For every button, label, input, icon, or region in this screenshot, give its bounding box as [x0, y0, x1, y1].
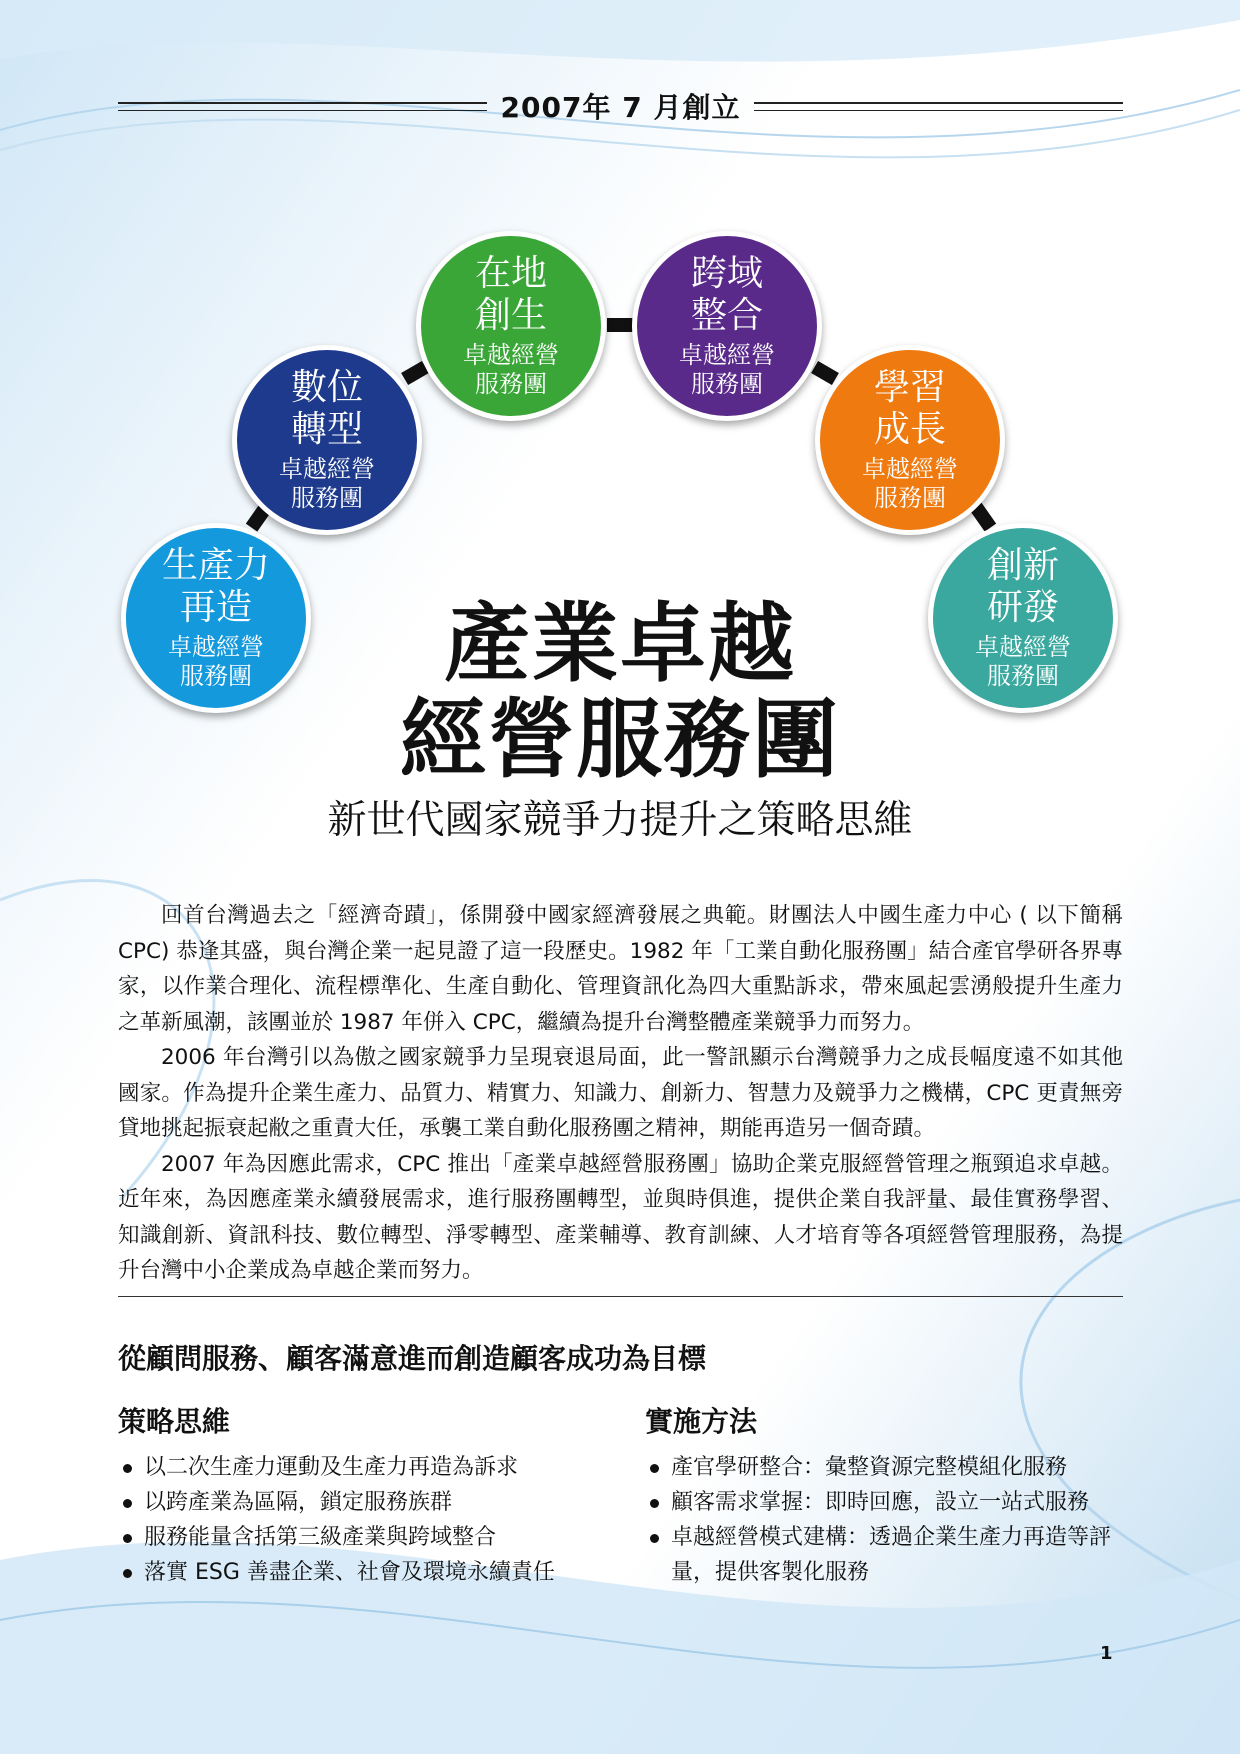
- strategy-section: [118, 1400, 618, 1590]
- list-item: 服務能量含括第三級產業與跨域整合: [118, 1520, 618, 1555]
- circle-productivity: [121, 523, 311, 713]
- founded-banner: [118, 86, 1123, 126]
- list-item: 以二次生產力運動及生產力再造為訴求: [118, 1450, 618, 1485]
- implementation-heading: 實施方法: [645, 1405, 758, 1438]
- circle-subtitle: 卓越經營 服務團: [168, 633, 264, 690]
- page-number: 1: [1100, 1643, 1113, 1664]
- circle-innovation: [928, 523, 1118, 713]
- circle-title: 跨域 整合: [690, 253, 763, 336]
- circle-title: 數位 轉型: [290, 367, 363, 450]
- circle-subtitle: 卓越經營 服務團: [463, 341, 559, 398]
- connector-3-4: [607, 318, 633, 332]
- circle-title: 生產力 再造: [161, 545, 270, 628]
- paragraph: 2006 年台灣引以為傲之國家競爭力呈現衰退局面，此一警訊顯示台灣競爭力之成長幅度遠不如其他國家。作為提升企業生產力、品質力、精實力、知識力、創新力、智慧力及競爭力之機構，CPC 更責無旁貸地挑起振衰起敝之重責大任，承襲工業自動化服務團之精神，期能再造另一個奇蹟。: [118, 1045, 1123, 1141]
- implementation-section: [645, 1400, 1125, 1590]
- paragraph: 回首台灣過去之「經濟奇蹟」，係開發中國家經濟發展之典範。財團法人中國生產力中心 ( 以下簡稱 CPC) 恭逢其盛，與台灣企業一起見證了這一段歷史。1982 年「工業自動化服務團」結合產官學研各界專家，以作業合理化、流程標準化、生產自動化、管理資訊化為四大重點訴求，帶來風起雲湧般提升生產力之革新風潮，該團並於 1987 年併入 CPC，繼續為提升台灣整體產業競爭力而努力。: [118, 903, 1123, 1035]
- circle-cross-domain: [632, 231, 822, 421]
- founded-date: 2007年 7 月創立: [500, 91, 741, 124]
- circle-local: [416, 231, 606, 421]
- circle-digital: [232, 345, 422, 535]
- list-item: 以跨產業為區隔，鎖定服務族群: [118, 1485, 618, 1520]
- main-title-line2: 經營服務團: [400, 690, 840, 790]
- circle-subtitle: 卓越經營 服務團: [279, 455, 375, 512]
- circle-subtitle: 卓越經營 服務團: [862, 455, 958, 512]
- right-rule: [754, 102, 1123, 111]
- list-item: 顧客需求掌握：即時回應，設立一站式服務: [645, 1485, 1125, 1520]
- circle-title: 創新 研發: [986, 545, 1059, 628]
- left-rule: [118, 102, 487, 111]
- strategy-list: [118, 1450, 618, 1590]
- main-title-line1: 產業卓越: [444, 594, 796, 694]
- list-item: 落實 ESG 善盡企業、社會及環境永續責任: [118, 1555, 618, 1590]
- circle-learning: [815, 345, 1005, 535]
- paragraph: 2007 年為因應此需求，CPC 推出「產業卓越經營服務團」協助企業克服經營管理之瓶頸追求卓越。近年來，為因應產業永續發展需求，進行服務團轉型，並與時俱進，提供企業自我評量、最佳實務學習、知識創新、資訊科技、數位轉型、淨零轉型、產業輔導、教育訓練、人才培育等各項經營管理服務，為提升台灣中小企業成為卓越企業而努力。: [118, 1151, 1123, 1283]
- strategy-heading: 策略思維: [118, 1405, 231, 1438]
- section-divider: [118, 1296, 1123, 1297]
- subtitle: 新世代國家競爭力提升之策略思維: [327, 798, 913, 843]
- implementation-list: [645, 1450, 1125, 1590]
- list-item: 卓越經營模式建構：透過企業生產力再造等評量，提供客製化服務: [645, 1520, 1125, 1590]
- circle-title: 在地 創生: [474, 253, 547, 336]
- circle-subtitle: 卓越經營 服務團: [975, 633, 1071, 690]
- circle-subtitle: 卓越經營 服務團: [679, 341, 775, 398]
- circle-title: 學習 成長: [873, 367, 946, 450]
- main-title: [320, 596, 920, 788]
- list-item: 產官學研整合：彙整資源完整模組化服務: [645, 1450, 1125, 1485]
- goal-heading: 從顧問服務、顧客滿意進而創造顧客成功為目標: [118, 1342, 707, 1375]
- intro-body: [118, 898, 1123, 1289]
